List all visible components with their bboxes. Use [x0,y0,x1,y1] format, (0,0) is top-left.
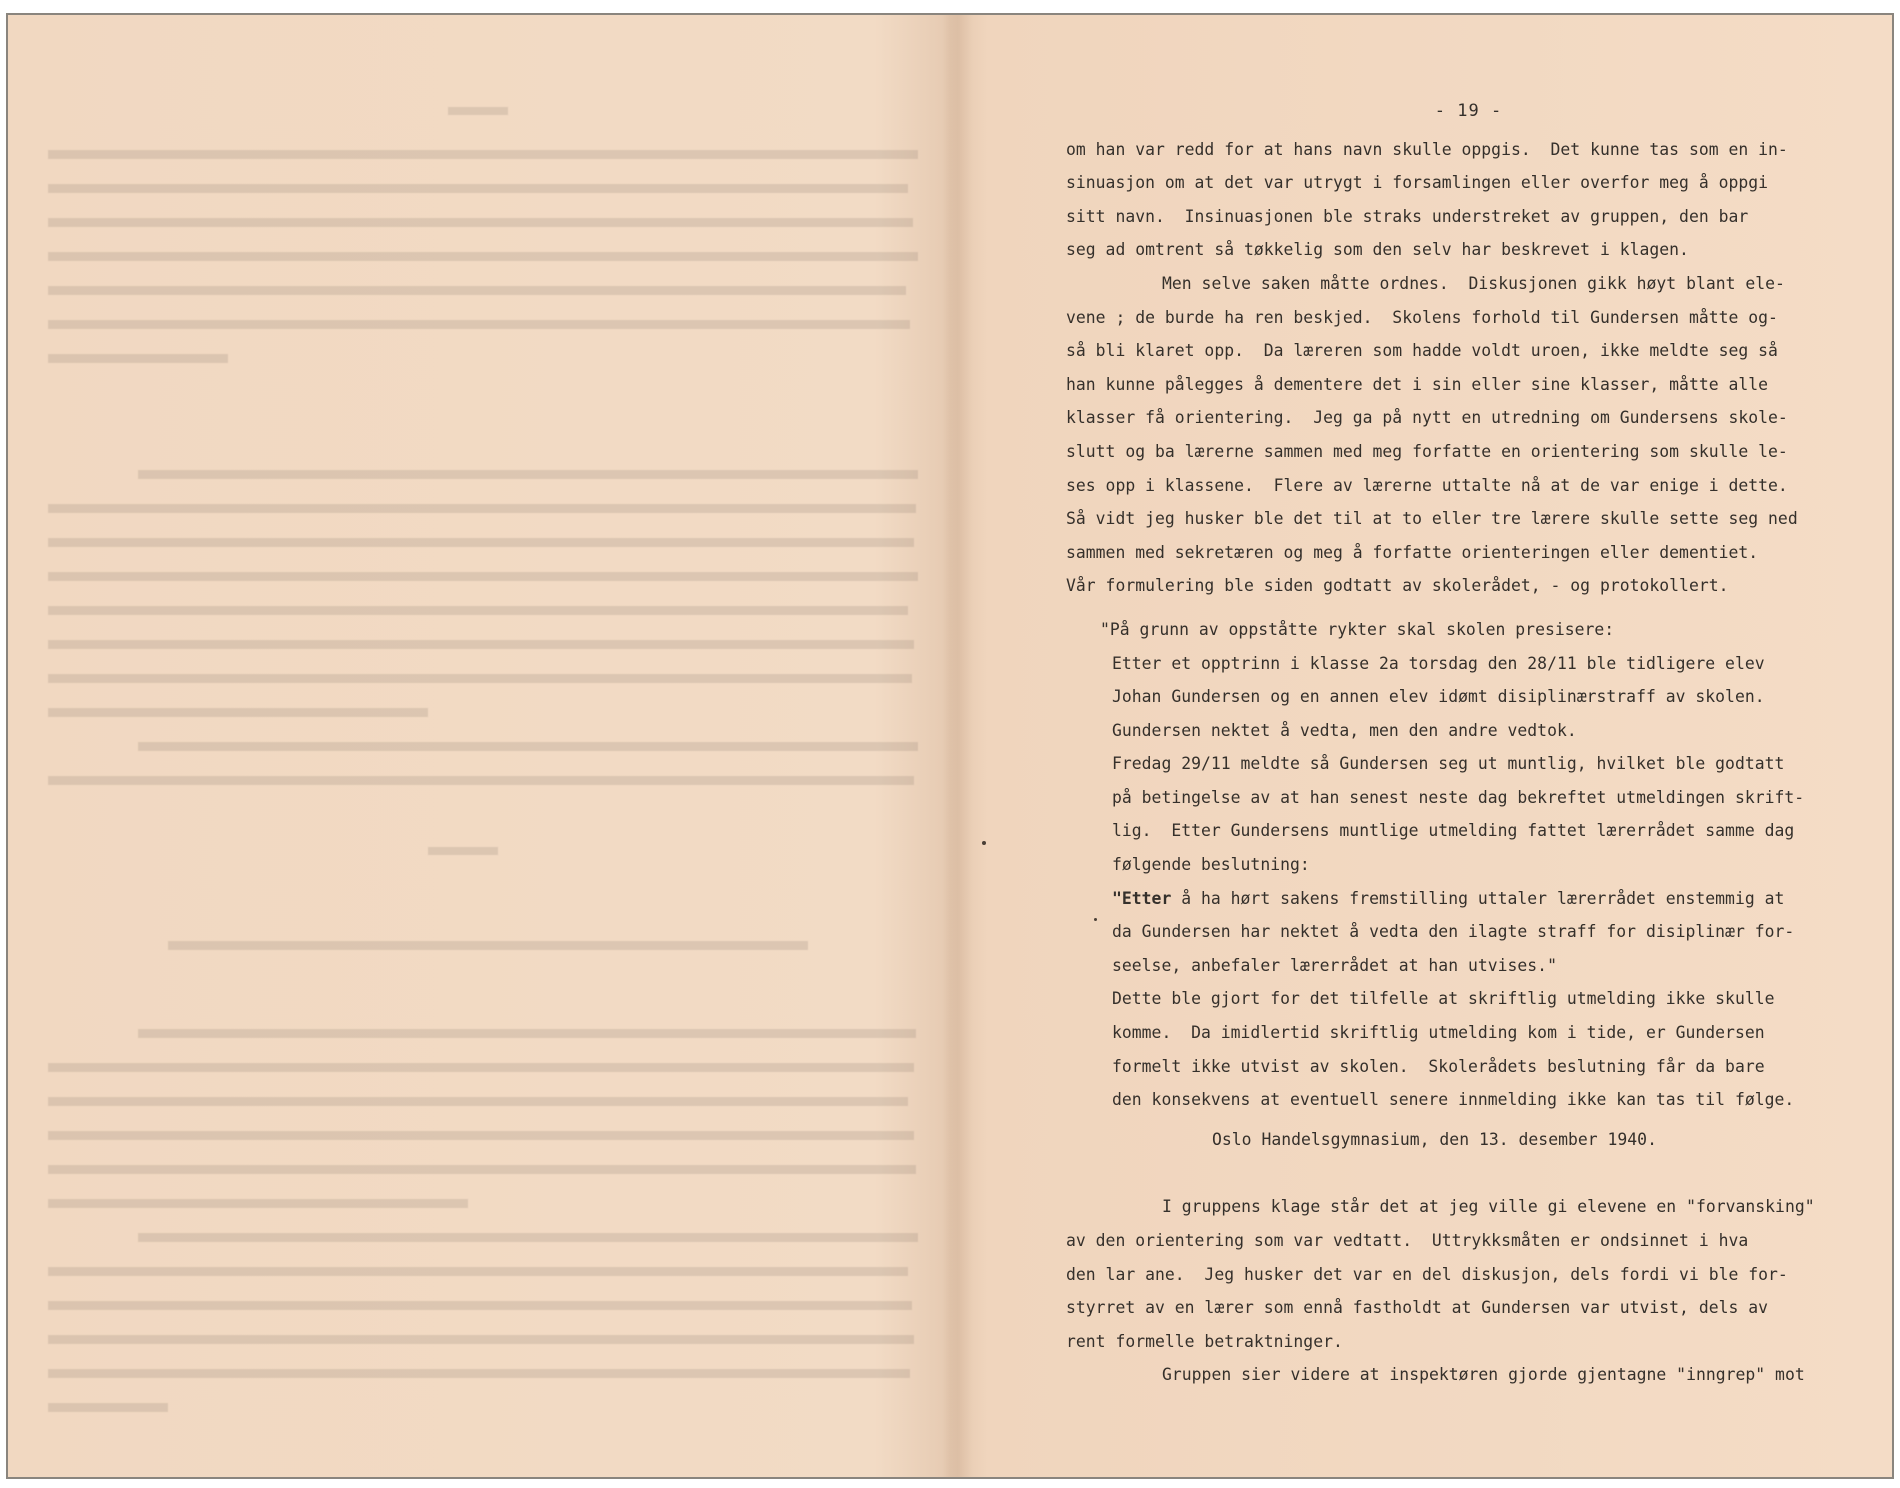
quote-line: Gundersen nektet å vedta, men den andre vedtok. [1112,720,1577,740]
text-line: slutt og ba lærerne sammen med meg forfatte en orientering som skulle le- [1066,441,1788,461]
text-line: av den orientering som var vedtatt. Uttrykksmåten er ondsinnet i hva [1066,1231,1749,1250]
left-page-bleed-through [48,95,928,1435]
text-line: sinuasjon om at det var utrygt i forsamlingen eller overfor meg å oppgi [1066,173,1769,193]
text-line: klasser få orientering. Jeg ga på nytt en utredning om Gundersens skole- [1066,408,1788,428]
resolution-line [1112,882,1886,916]
paragraph-2 [1066,267,1886,603]
quote-line: følgende beslutning: [1112,855,1310,875]
quote-line: Fredag 29/11 meldte så Gundersen seg ut muntlig, hvilket ble godtatt [1112,754,1785,774]
quote-intro: "På grunn av oppståtte rykter skal skolen presisere: [1100,619,1615,639]
book-spread [6,13,1894,1479]
text-line: sitt navn. Insinuasjonen ble straks understreket av gruppen, den bar [1066,206,1749,226]
text-line: I gruppens klage står det at jeg ville gi elevene en "forvansking" [1162,1197,1815,1217]
quote-line: Dette ble gjort for det tilfelle at skriftlig utmelding ikke skulle [1112,989,1775,1009]
paragraph-3 [1066,1190,1886,1358]
paragraph-1 [1066,133,1886,267]
text-line: vene ; de burde ha ren beskjed. Skolens forhold til Gundersen måtte og- [1066,307,1778,327]
quote-line: formelt ikke utvist av skolen. Skolerådets beslutning får da bare [1112,1056,1765,1076]
quote-line: komme. Da imidlertid skriftlig utmelding kom i tide, er Gundersen [1112,1023,1765,1043]
text-line: rent formelle betraktninger. [1066,1331,1343,1351]
quote-line: den konsekvens at eventuell senere innmelding ikke kan tas til følge. [1112,1090,1795,1110]
text-line: styrret av en lærer som ennå fastholdt at Gundersen var utvist, dels av [1066,1298,1769,1318]
quote-line: Etter et opptrinn i klasse 2a torsdag den 28/11 ble tidligere elev [1112,653,1765,673]
page-number: - 19 - [1434,101,1503,121]
paper-speck [982,841,986,845]
text-line: ses opp i klassene. Flere av lærerne uttalte nå at de var enige i dette. [1066,475,1788,495]
text-line: Gruppen sier videre at inspektøren gjorde gjentagne "inngrep" mot [1162,1365,1805,1385]
paper-speck [1094,918,1097,921]
text-line: Så vidt jeg husker ble det til at to eller tre lærere skulle sette seg ned [1066,509,1798,529]
page-gutter [943,15,973,1477]
text-line: om han var redd for at hans navn skulle oppgis. Det kunne tas som en in- [1066,139,1788,159]
text-line: han kunne pålegges å dementere det i sin eller sine klasser, måtte alle [1066,374,1769,394]
resolution-line: da Gundersen har nektet å vedta den ilagte straff for disiplinær for- [1112,922,1795,942]
resolution-line: seelse, anbefaler lærerrådet at han utvises." [1112,955,1557,975]
quote-line: lig. Etter Gundersens muntlige utmelding fattet lærerrådet samme dag [1112,821,1795,841]
text-line: seg ad omtrent så tøkkelig som den selv har beskrevet i klagen. [1066,240,1689,260]
text-line: så bli klaret opp. Da læreren som hadde voldt uroen, ikke meldte seg så [1066,341,1778,361]
quoted-notice [1066,647,1886,1117]
resolution-text: å ha hørt sakens fremstilling uttaler lærerrådet enstemmig at [1171,888,1785,908]
signoff-line: Oslo Handelsgymnasium, den 13. desember 1940. [1212,1129,1657,1149]
resolution-lead: "Etter [1112,888,1172,908]
text-line: den lar ane. Jeg husker det var en del diskusjon, dels fordi vi ble for- [1066,1264,1788,1284]
text-line: Vår formulering ble siden godtatt av skolerådet, - og protokollert. [1066,576,1729,596]
paragraph-4 [1066,1358,1886,1392]
text-line: Men selve saken måtte ordnes. Diskusjonen gikk høyt blant ele- [1162,273,1785,293]
right-page [1066,95,1886,1392]
quote-line: på betingelse av at han senest neste dag bekreftet utmeldingen skrift- [1112,787,1805,807]
quote-line: Johan Gundersen og en annen elev idømt disiplinærstraff av skolen. [1112,687,1765,707]
text-line: sammen med sekretæren og meg å forfatte orienteringen eller dementiet. [1066,542,1759,562]
